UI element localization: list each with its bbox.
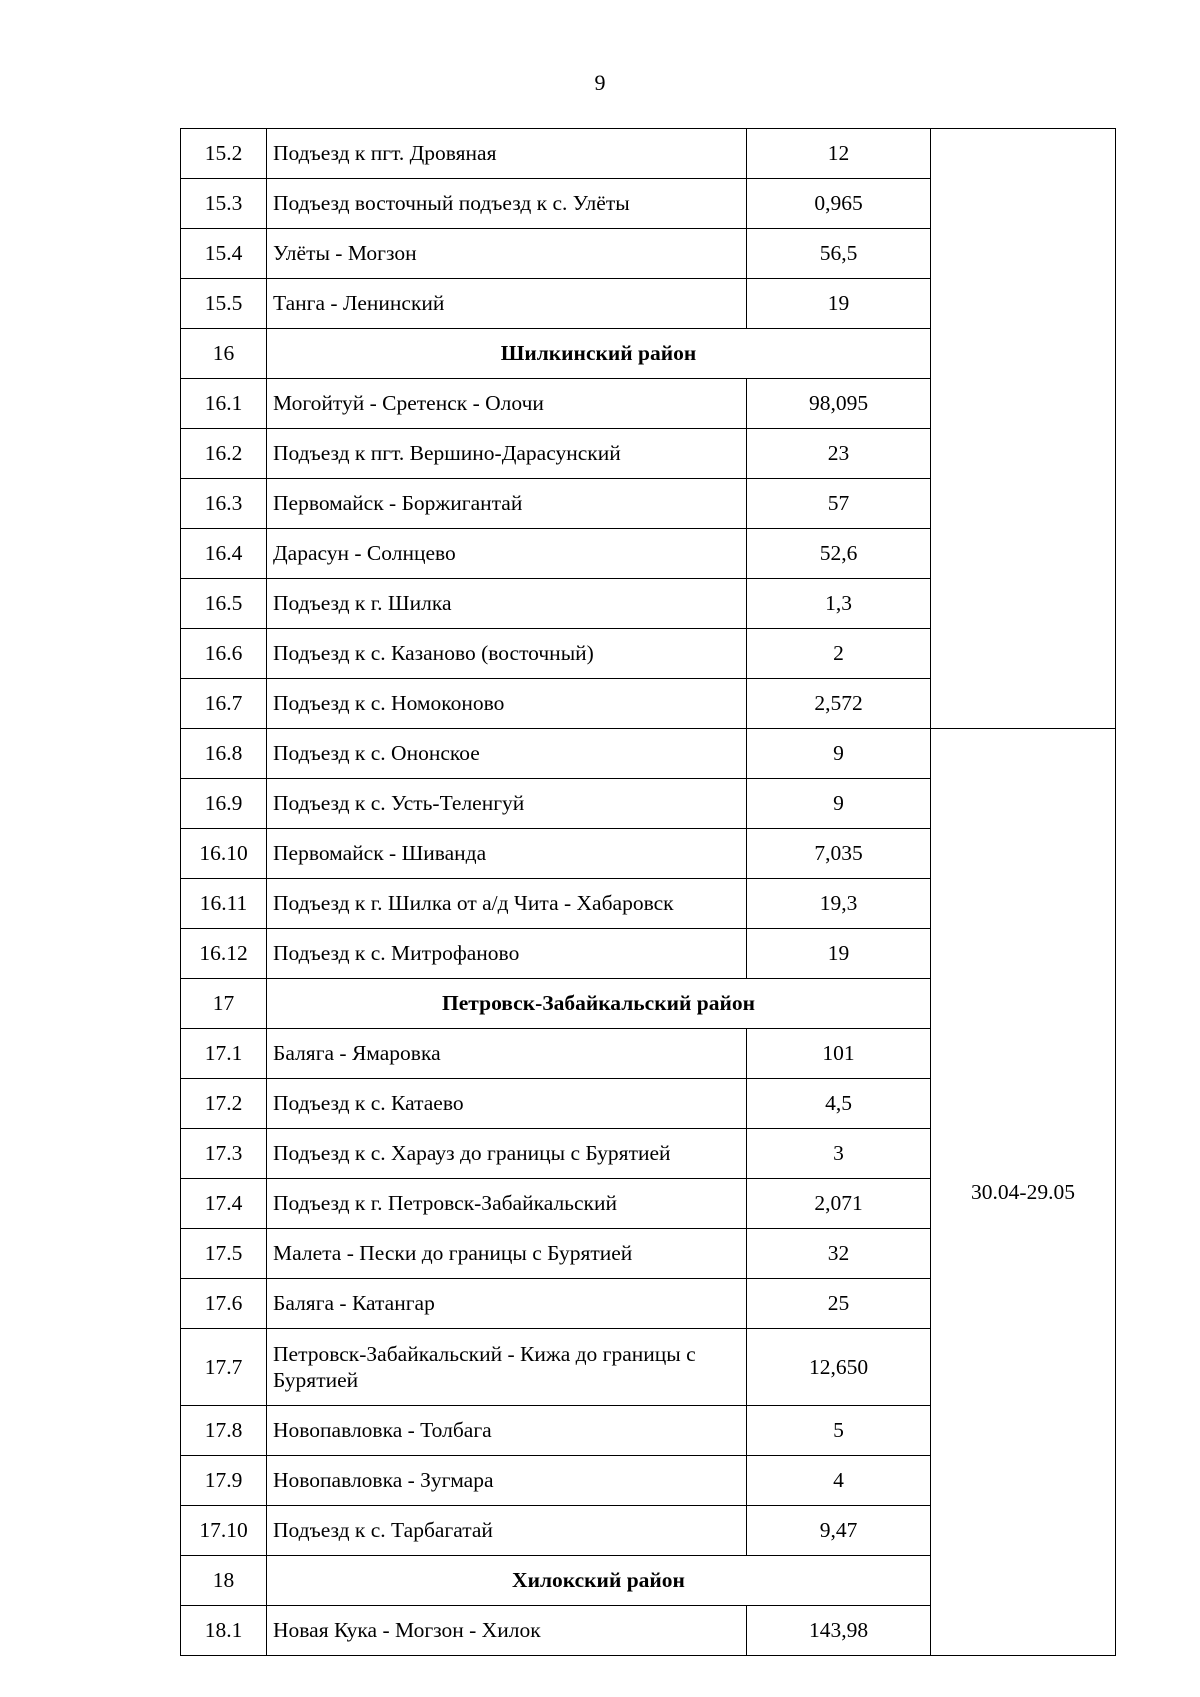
road-name: Петровск-Забайкальский - Кижа до границы с Бурятией: [267, 1329, 747, 1406]
page-number: 9: [594, 70, 606, 95]
road-length: 9: [747, 729, 931, 779]
row-number: 17.7: [181, 1329, 267, 1406]
road-name: Подъезд к с. Казаново (восточный): [267, 629, 747, 679]
road-length: 2: [747, 629, 931, 679]
restriction-period: [931, 129, 1116, 729]
row-number: 18: [181, 1556, 267, 1606]
roads-table: [180, 128, 1116, 1656]
road-length: 98,095: [747, 379, 931, 429]
row-number: 15.3: [181, 179, 267, 229]
road-length: 101: [747, 1029, 931, 1079]
road-name: Подъезд к с. Тарбагатай: [267, 1506, 747, 1556]
row-number: 18.1: [181, 1606, 267, 1656]
road-length: 143,98: [747, 1606, 931, 1656]
row-number: 15.4: [181, 229, 267, 279]
road-name: Танга - Ленинский: [267, 279, 747, 329]
road-name: Первомайск - Шиванда: [267, 829, 747, 879]
road-length: 3: [747, 1129, 931, 1179]
road-name: Подъезд к г. Шилка от а/д Чита - Хабаровск: [267, 879, 747, 929]
road-name: Подъезд к пгт. Дровяная: [267, 129, 747, 179]
region-name: Хилокский район: [267, 1556, 931, 1606]
road-length: 57: [747, 479, 931, 529]
row-number: 17.9: [181, 1456, 267, 1506]
table-row: [181, 729, 1116, 779]
road-length: 12: [747, 129, 931, 179]
road-name: Подъезд к пгт. Вершино-Дарасунский: [267, 429, 747, 479]
row-number: 16.1: [181, 379, 267, 429]
row-number: 16.8: [181, 729, 267, 779]
road-name: Новопавловка - Зугмара: [267, 1456, 747, 1506]
road-name: Подъезд к г. Петровск-Забайкальский: [267, 1179, 747, 1229]
road-name: Подъезд к с. Митрофаново: [267, 929, 747, 979]
road-length: 56,5: [747, 229, 931, 279]
road-length: 1,3: [747, 579, 931, 629]
row-number: 17.10: [181, 1506, 267, 1556]
restriction-period: 30.04-29.05: [931, 729, 1116, 1656]
road-name: Первомайск - Боржигантай: [267, 479, 747, 529]
row-number: 16.7: [181, 679, 267, 729]
road-length: 19: [747, 929, 931, 979]
row-number: 17.3: [181, 1129, 267, 1179]
row-number: 16: [181, 329, 267, 379]
road-length: 4,5: [747, 1079, 931, 1129]
region-name: Шилкинский район: [267, 329, 931, 379]
road-length: 4: [747, 1456, 931, 1506]
road-length: 32: [747, 1229, 931, 1279]
road-name: Подъезд к с. Харауз до границы с Бурятией: [267, 1129, 747, 1179]
row-number: 17.2: [181, 1079, 267, 1129]
road-length: 9,47: [747, 1506, 931, 1556]
row-number: 16.2: [181, 429, 267, 479]
row-number: 16.4: [181, 529, 267, 579]
row-number: 16.6: [181, 629, 267, 679]
row-number: 17.4: [181, 1179, 267, 1229]
road-length: 9: [747, 779, 931, 829]
row-number: 16.3: [181, 479, 267, 529]
road-length: 7,035: [747, 829, 931, 879]
road-name: Улёты - Могзон: [267, 229, 747, 279]
road-length: 52,6: [747, 529, 931, 579]
road-name: Дарасун - Солнцево: [267, 529, 747, 579]
road-name: Подъезд к с. Номоконово: [267, 679, 747, 729]
row-number: 16.12: [181, 929, 267, 979]
road-name: Подъезд к с. Усть-Теленгуй: [267, 779, 747, 829]
road-length: 2,572: [747, 679, 931, 729]
road-length: 23: [747, 429, 931, 479]
table-row: [181, 129, 1116, 179]
road-name: Новая Кука - Могзон - Хилок: [267, 1606, 747, 1656]
row-number: 16.10: [181, 829, 267, 879]
row-number: 16.11: [181, 879, 267, 929]
region-name: Петровск-Забайкальский район: [267, 979, 931, 1029]
road-length: 5: [747, 1406, 931, 1456]
row-number: 16.5: [181, 579, 267, 629]
road-length: 19: [747, 279, 931, 329]
road-name: Подъезд к с. Ононское: [267, 729, 747, 779]
road-name: Баляга - Катангар: [267, 1279, 747, 1329]
road-name: Могойтуй - Сретенск - Олочи: [267, 379, 747, 429]
road-length: 0,965: [747, 179, 931, 229]
row-number: 17.5: [181, 1229, 267, 1279]
row-number: 16.9: [181, 779, 267, 829]
road-name: Новопавловка - Толбага: [267, 1406, 747, 1456]
road-name: Подъезд к с. Катаево: [267, 1079, 747, 1129]
row-number: 17.8: [181, 1406, 267, 1456]
road-length: 25: [747, 1279, 931, 1329]
row-number: 17.6: [181, 1279, 267, 1329]
road-length: 12,650: [747, 1329, 931, 1406]
road-name: Подъезд восточный подъезд к с. Улёты: [267, 179, 747, 229]
row-number: 17.1: [181, 1029, 267, 1079]
road-length: 2,071: [747, 1179, 931, 1229]
road-name: Подъезд к г. Шилка: [267, 579, 747, 629]
road-length: 19,3: [747, 879, 931, 929]
road-name: Баляга - Ямаровка: [267, 1029, 747, 1079]
road-name: Малета - Пески до границы с Бурятией: [267, 1229, 747, 1279]
row-number: 15.5: [181, 279, 267, 329]
row-number: 15.2: [181, 129, 267, 179]
row-number: 17: [181, 979, 267, 1029]
